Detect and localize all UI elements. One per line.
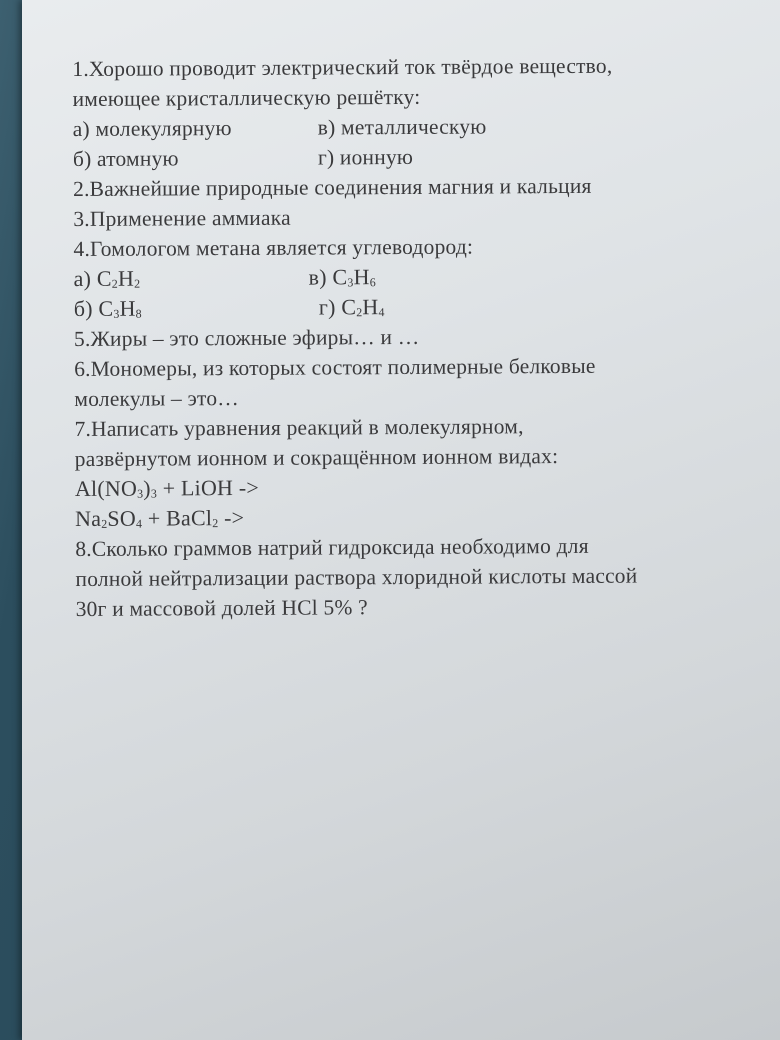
worksheet-paper (22, 0, 780, 1040)
question-4-line-1: 4.Гомологом метана является углеводород: (73, 234, 474, 262)
question-1-option-b: б) атомную (72, 146, 179, 172)
question-4-option-v: в) $C_3H_6$ (308, 264, 376, 290)
question-6-line-1: 6.Мономеры, из которых состоят полимерные белковые (74, 353, 596, 382)
question-6-line-2: молекулы – это… (74, 386, 240, 412)
question-1-line-1: 1.Хорошо проводит электрический ток твёрдое вещество, (72, 53, 613, 82)
question-5: 5.Жиры – это сложные эфиры… и … (73, 324, 420, 352)
question-7-equation-2: $Na_2SO_4$ + BaCl$_2$ -> (75, 504, 245, 532)
question-2: 2.Важнейшие природные соединения магния и кальция (73, 173, 592, 202)
question-4-options-row-1 (74, 260, 734, 294)
question-1-options-row-2 (73, 140, 733, 174)
question-1-option-a: а) молекулярную (72, 116, 232, 142)
question-8-line-3: 30г и массовой долей HCl 5% ? (75, 595, 368, 622)
question-1-options-row-1 (73, 110, 733, 144)
question-list (72, 50, 735, 624)
question-4-option-g: г) $C_2H_4$ (318, 294, 385, 320)
question-3: 3.Применение аммиака (73, 205, 291, 232)
question-7-equation-1: $Al(NO_3)_3$ + LiOH -> (74, 474, 260, 502)
question-4-option-a: а) $C_2H_2$ (73, 265, 141, 292)
question-8-line-2: полной нейтрализации раствора хлоридной кислоты массой (75, 563, 638, 592)
question-7-line-1: 7.Написать уравнения реакций в молекулярном, (74, 414, 524, 442)
question-7-line-2: развёрнутом ионном и сокращённом ионном видах: (74, 444, 559, 472)
question-8-line-1: 8.Сколько граммов натрий гидроксида необходимо для (75, 533, 589, 562)
question-1-line-2: имеющее кристаллическую решётку: (72, 84, 421, 112)
question-1-option-v: в) металлическую (317, 114, 487, 140)
question-1-option-g: г) ионную (317, 144, 414, 170)
question-4-option-b: б) $C_3H_8$ (73, 295, 142, 322)
question-4-options-row-2 (74, 290, 734, 324)
